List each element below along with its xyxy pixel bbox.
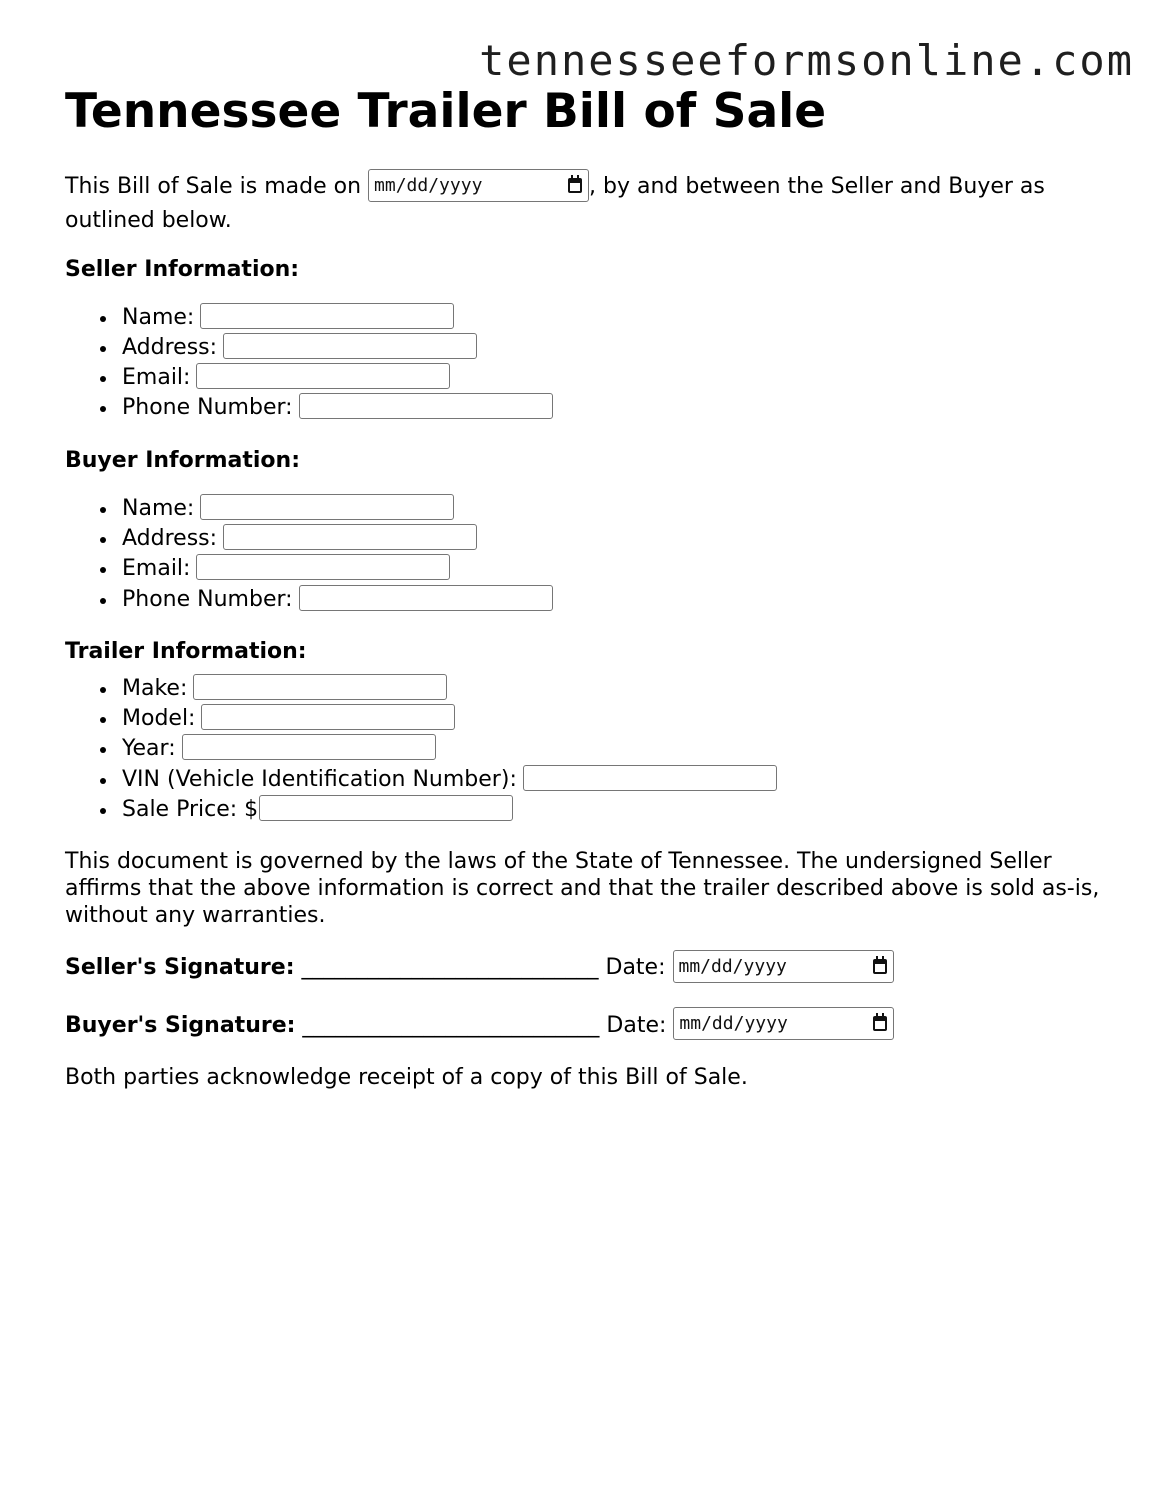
buyer-email-input[interactable] <box>196 554 450 580</box>
trailer-price-input[interactable] <box>259 795 513 821</box>
legal-paragraph: This document is governed by the laws of the State of Tennessee. The undersigned Seller affirms that the above information is correct and that the trailer described above is sold as-is, without any warranties. <box>65 849 1100 929</box>
seller-phone-input[interactable] <box>299 393 553 419</box>
buyer-fields <box>65 494 1105 615</box>
sale-date-input[interactable] <box>368 169 589 202</box>
trailer-fields <box>65 674 1105 825</box>
field-label: VIN (Vehicle Identification Number): <box>122 766 517 792</box>
buyer-phone-input[interactable] <box>299 585 553 611</box>
seller-heading: Seller Information: <box>65 256 300 282</box>
seller-address-row <box>122 333 1105 363</box>
seller-phone-row <box>122 393 1105 423</box>
trailer-make-row <box>122 674 1105 704</box>
field-label: Year: <box>122 736 176 762</box>
date-placeholder: mm/dd/yyyy <box>679 1013 788 1035</box>
seller-signature-row <box>65 951 1105 985</box>
trailer-year-row <box>122 734 1105 764</box>
trailer-model-row <box>122 704 1105 734</box>
seller-date-input[interactable] <box>673 950 894 983</box>
buyer-signature-label: Buyer's Signature: <box>65 1012 296 1038</box>
watermark: tennesseeformsonline.com <box>479 36 1134 85</box>
seller-signature-label: Seller's Signature: <box>65 955 295 981</box>
field-label: Name: <box>122 495 195 521</box>
intro-text-after: , by and between the Seller and Buyer as outlined below. <box>65 174 1045 233</box>
page-title: Tennessee Trailer Bill of Sale <box>65 84 827 139</box>
buyer-name-input[interactable] <box>200 494 454 520</box>
trailer-vin-input[interactable] <box>523 765 777 791</box>
calendar-icon[interactable] <box>873 1016 887 1031</box>
seller-signature-line[interactable]: ___________________________ <box>301 955 599 981</box>
buyer-phone-row <box>122 585 1105 615</box>
seller-name-row <box>122 303 1105 333</box>
trailer-year-input[interactable] <box>182 734 436 760</box>
document <box>65 84 1105 1091</box>
trailer-heading: Trailer Information: <box>65 638 307 664</box>
seller-date-label: Date: <box>605 955 666 981</box>
buyer-signature-line[interactable]: ___________________________ <box>302 1012 600 1038</box>
seller-email-row <box>122 363 1105 393</box>
calendar-icon[interactable] <box>568 178 582 193</box>
buyer-email-row <box>122 554 1105 584</box>
trailer-price-row <box>122 795 1105 825</box>
date-placeholder: mm/dd/yyyy <box>678 955 787 977</box>
field-label: Sale Price: $ <box>122 797 259 823</box>
trailer-vin-row <box>122 765 1105 795</box>
field-label: Address: <box>122 525 218 551</box>
field-label: Phone Number: <box>122 586 293 612</box>
seller-fields <box>65 303 1105 424</box>
acknowledgement-paragraph: Both parties acknowledge receipt of a copy of this Bill of Sale. <box>65 1065 748 1091</box>
trailer-make-input[interactable] <box>193 674 447 700</box>
field-label: Make: <box>122 675 188 701</box>
field-label: Email: <box>122 365 191 391</box>
buyer-heading: Buyer Information: <box>65 447 300 473</box>
trailer-model-input[interactable] <box>201 704 455 730</box>
calendar-icon[interactable] <box>873 959 887 974</box>
intro-paragraph <box>65 170 1105 237</box>
date-placeholder: mm/dd/yyyy <box>374 174 483 196</box>
seller-name-input[interactable] <box>200 303 454 329</box>
buyer-address-row <box>122 524 1105 554</box>
seller-email-input[interactable] <box>196 363 450 389</box>
field-label: Phone Number: <box>122 395 293 421</box>
field-label: Address: <box>122 334 218 360</box>
field-label: Name: <box>122 304 195 330</box>
field-label: Model: <box>122 706 196 732</box>
seller-address-input[interactable] <box>223 333 477 359</box>
buyer-date-label: Date: <box>606 1012 667 1038</box>
buyer-name-row <box>122 494 1105 524</box>
intro-text-before: This Bill of Sale is made on <box>65 174 369 199</box>
field-label: Email: <box>122 556 191 582</box>
buyer-address-input[interactable] <box>223 524 477 550</box>
buyer-signature-row <box>65 1009 1105 1043</box>
buyer-date-input[interactable] <box>673 1007 894 1040</box>
